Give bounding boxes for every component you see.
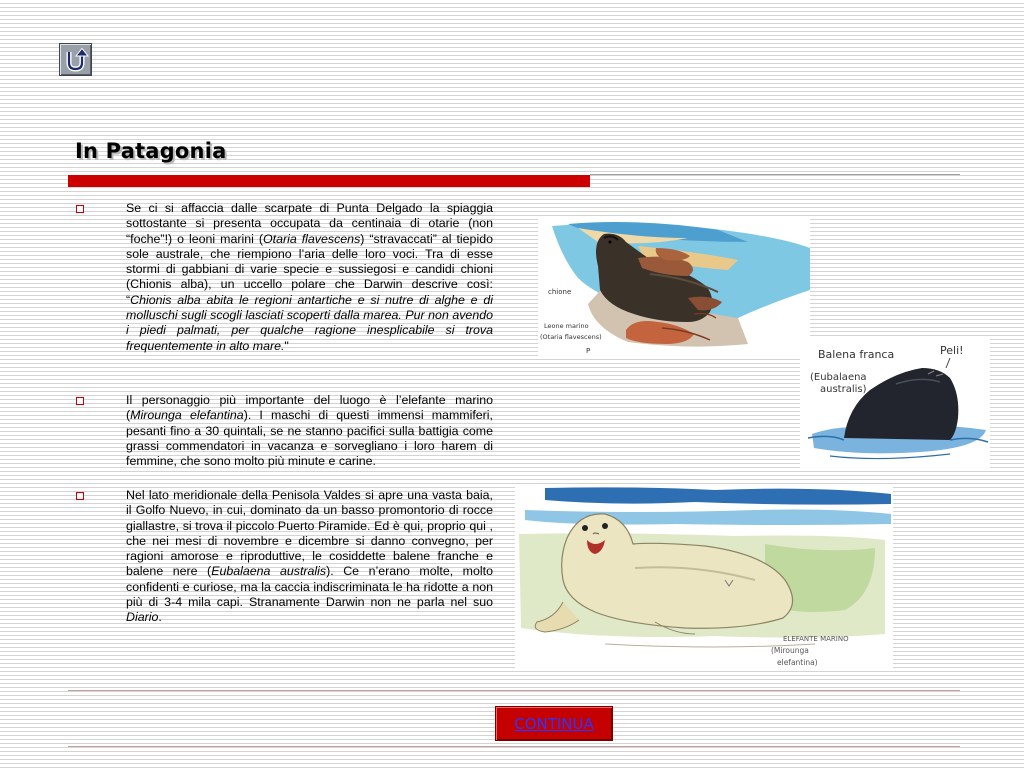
para1-text-a: Se ci si affaccia dalle scarpate di Punta Delgado la spiaggia sottostante si presenta occupata da centinaia di otarie (non “foche”!) o leoni marini (	[126, 201, 493, 246]
sketch-label-hairs: Peli!	[940, 344, 964, 357]
back-button[interactable]	[59, 43, 92, 76]
para2-text-a: Il personaggio più importante del luogo è l’elefante marino (	[126, 393, 493, 423]
para1-text-b: ) “stravaccati” al tiepido sole australe, che riempiono l’aria delle loro voci. Tra di esse stormi di gabbiani di varie specie e sussiegosi e candidi chioni (Chionis alba), un uccello polare che Darwin descrive così: “	[126, 231, 493, 307]
page-title: In Patagonia	[75, 139, 227, 163]
continue-button[interactable]	[495, 706, 613, 741]
sketch-label-elephant-seal-genus: (Mirounga	[771, 646, 809, 655]
para3-diario: Diario	[126, 610, 159, 625]
sketch-label-p: P	[586, 347, 591, 355]
sketch-label-elephant-seal-species: elefantina)	[777, 658, 818, 667]
sea-lions-illustration	[538, 218, 810, 356]
paragraph-whales	[126, 488, 493, 626]
sketch-label-whale-species: australis)	[820, 384, 867, 395]
footer-rule-top	[68, 690, 960, 691]
para2-text-b: ). I maschi di questi immensi mammiferi, pesanti fino a 30 quintali, se ne stanno pacifici sulla battigia come grassi commendatori in vacanza e sorvegliano i loro harem di femmine, che sono molto più minute e carine.	[126, 408, 493, 469]
paragraph-elephant-seal	[126, 393, 493, 469]
return-arrow-icon	[60, 44, 91, 75]
sketch-label-chione: chione	[548, 288, 572, 296]
para1-text-c: "	[284, 338, 289, 353]
para3-species: Eubalaena australis	[211, 564, 327, 579]
para1-species: Otaria flavescens	[263, 231, 361, 246]
title-rule-line	[590, 174, 960, 175]
title-rule-red	[68, 175, 590, 187]
para2-species: Mirounga elefantina	[130, 408, 244, 423]
sketch-label-sea-lion-species: (Otaria flavescens)	[540, 333, 602, 341]
continue-link[interactable]: CONTINUA	[514, 714, 594, 733]
para1-darwin-quote: Chionis alba abita le regioni antartiche e si nutre di alghe e di molluschi sugli scogli lasciati scoperti dalla marea. Pur non avendo i piedi palmati, per qualche ragione inesplicabile si trova frequentemente in alto mare.	[126, 292, 493, 353]
footer-rule-bottom	[68, 746, 960, 747]
para3-text-a: Nel lato meridionale della Penisola Valdes si apre una vasta baia, il Golfo Nuevo, in cui, dominato da un basso promontorio di rocce giallastre, si trova il piccolo Puerto Piramide. Ed è qui, proprio qui , che nei mesi di novembre e dicembre si danno convegno, per ragioni amorose e riproduttive, le cosiddette balene franche e balene nere (	[126, 488, 493, 579]
sketch-label-whale: Balena franca	[818, 348, 895, 361]
bullet-icon	[76, 492, 84, 500]
sketch-label-elephant-seal: ELEFANTE MARINO	[783, 635, 849, 643]
bullet-icon	[76, 205, 84, 213]
sketch-label-sea-lion: Leone marino	[544, 322, 589, 330]
elephant-seal-illustration	[515, 484, 893, 670]
sketch-label-whale-genus: (Eubalaena	[810, 372, 867, 383]
whale-illustration	[800, 338, 990, 470]
bullet-icon	[76, 397, 84, 405]
paragraph-sea-lions	[126, 201, 493, 354]
para3-text-b: ). Ce n’erano molte, molto confidenti e curiose, ma la caccia indiscriminata le ha ridotte a non più di 3-4 mila capi. Stranamente Darwin non ne parla nel suo	[126, 564, 493, 610]
para3-text-c: .	[158, 610, 162, 625]
